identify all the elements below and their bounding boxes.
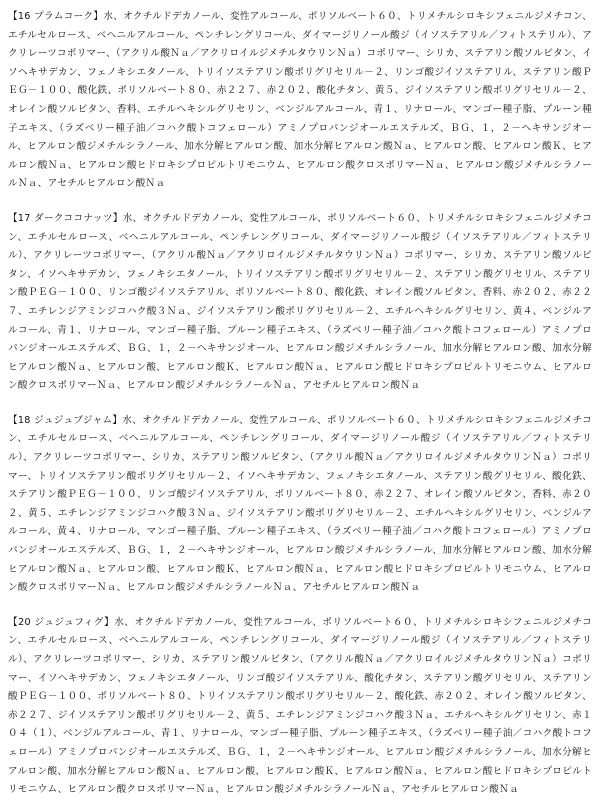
ingredient-block-20 <box>8 614 592 800</box>
ingredient-list: 水、オクチルドデカノール、変性アルコール、ポリソルベート６０、トリメチルシロキシフェニルジメチコン、エチルセルロース、ベヘニルアルコール、ペンチレングリコール、ダイマージリノール酸ジ（イソステアリル／フィトステリル）、アクリレーツコポリマー、シリカ、ステアリン酸ソルビタン、（アクリル酸Ｎａ／アクリロイルジメチルタウリンＮａ）コポリマー、トリイソステアリン酸ポリグリセリル－２、イソヘキサデカン、フェノキシエタノール、ステアリン酸グリセリル、酸化鉄、ステアリン酸ＰＥＧ－１００、リンゴ酸ジイソステアリル、ポリソルベート８０、赤２２７、オレイン酸ソルビタン、香料、赤２０２、黄５、エチレンジアミンジコハク酸３Ｎａ、ジイソステアリン酸ポリグリセリル－２、エチルヘキシルグリセリン、ベンジルアルコール、黄４、リナロール、マンゴー種子脂、プルーン種子エキス、（ラズベリー種子油／コハク酸トコフェロール）アミノプロパンジオールエステルズ、ＢＧ、１，２－ヘキサンジオール、ヒアルロン酸ジメチルシラノール、加水分解ヒアルロン酸、加水分解ヒアルロン酸Ｎａ、ヒアルロン酸、ヒアルロン酸Ｋ、ヒアルロン酸Ｎａ、ヒアルロン酸ヒドロキシプロピルトリモニウム、ヒアルロン酸クロスポリマーＮａ、ヒアルロン酸ジメチルシラノールＮａ、アセチルヒアルロン酸Ｎａ <box>8 414 592 594</box>
ingredient-list: 水、オクチルドデカノール、変性アルコール、ポリソルベート６０、トリメチルシロキシフェニルジメチコン、エチルセルロース、ベヘニルアルコール、ペンチレングリコール、ダイマージリノール酸ジ（イソステアリル／フィトステリル）、アクリレーツコポリマー、（アクリル酸Ｎａ／アクリロイルジメチルタウリンＮａ）コポリマー、シリカ、ステアリン酸ソルビタン、イソヘキサデカン、フェノキシエタノール、トリイソステアリン酸ポリグリセリル－２、ステアリン酸グリセリル、ステアリン酸ＰＥＧ－１００、リンゴ酸ジイソステアリル、ポリソルベート８０、酸化鉄、オレイン酸ソルビタン、香料、赤２０２、赤２２７、エチレンジアミンジコハク酸３Ｎａ、ジイソステアリン酸ポリグリセリル－２、エチルヘキシルグリセリン、黄４、ベンジルアルコール、青１、リナロール、マンゴー種子脂、プルーン種子エキス、（ラズベリー種子油／コハク酸トコフェロール）アミノプロパンジオールエステルズ、ＢＧ、１，２－ヘキサンジオール、ヒアルロン酸ジメチルシラノール、加水分解ヒアルロン酸、加水分解ヒアルロン酸Ｎａ、ヒアルロン酸、ヒアルロン酸Ｋ、ヒアルロン酸Ｎａ、ヒアルロン酸ヒドロキシプロピルトリモニウム、ヒアルロン酸クロスポリマーＮａ、ヒアルロン酸ジメチルシラノールＮａ、アセチルヒアルロン酸Ｎａ <box>8 212 592 392</box>
ingredient-list: 水、オクチルドデカノール、変性アルコール、ポリソルベート６０、トリメチルシロキシフェニルジメチコン、エチルセルロース、ベヘニルアルコール、ペンチレングリコール、ダイマージリノール酸ジ（イソステアリル／フィトステリル）、アクリレーツコポリマー、シリカ、ステアリン酸ソルビタン、（アクリル酸Ｎａ／アクリロイルジメチルタウリンＮａ）コポリマー、イソヘキサデカン、フェノキシエタノール、リンゴ酸ジイソステアリル、酸化チタン、ステアリン酸グリセリル、ステアリン酸ＰＥＧ－１００、ポリソルベート８０、トリイソステアリン酸ポリグリセリル－２、酸化鉄、赤２０２、オレイン酸ソルビタン、赤２２７、ジイソステアリン酸ポリグリセリル－２、黄５、エチレンジアミンジコハク酸３Ｎａ、エチルヘキシルグリセリン、赤１０４（１）、ベンジルアルコール、青１、リナロール、マンゴー種子脂、プルーン種子エキス、（ラズベリー種子油／コハク酸トコフェロール）アミノプロパンジオールエステルズ、ＢＧ、１，２－ヘキサンジオール、ヒアルロン酸ジメチルシラノール、加水分解ヒアルロン酸、加水分解ヒアルロン酸Ｎａ、ヒアルロン酸、ヒアルロン酸Ｋ、ヒアルロン酸Ｎａ、ヒアルロン酸ヒドロキシプロピルトリモニウム、ヒアルロン酸クロスポリマーＮａ、ヒアルロン酸ジメチルシラノールＮａ、アセチルヒアルロン酸Ｎａ <box>8 616 592 796</box>
ingredient-block-17 <box>8 210 592 396</box>
ingredient-block-18 <box>8 412 592 598</box>
shade-label: 【20 ジュジュフィグ】 <box>8 616 115 628</box>
shade-label: 【18 ジュジュブジャム】 <box>8 414 123 426</box>
shade-label: 【16 プラムコーク】 <box>8 11 104 22</box>
ingredients-document <box>8 8 592 796</box>
ingredient-list: 水、オクチルドデカノール、変性アルコール、ポリソルベート６０、トリメチルシロキシフェニルジメチコン、エチルセルロース、ベヘニルアルコール、ペンチレングリコール、ダイマージリノール酸ジ（イソステアリル／フィトステリル）、アクリレーツコポリマー、（アクリル酸Ｎａ／アクリロイルジメチルタウリンＮａ）コポリマー、シリカ、ステアリン酸ソルビタン、イソヘキサデカン、フェノキシエタノール、トリイソステアリン酸ポリグリセリル－２、リンゴ酸ジイソステアリル、ステアリン酸ＰＥＧ－１００、酸化鉄、ポリソルベート８０、赤２２７、赤２０２、酸化チタン、黄５、ジイソステアリン酸ポリグリセリル－２、オレイン酸ソルビタン、香料、エチルヘキシルグリセリン、ベンジルアルコール、青１、リナロール、マンゴー種子脂、プルーン種子エキス、（ラズベリー種子油／コハク酸トコフェロール）アミノプロパンジオールエステルズ、ＢＧ、１，２－ヘキサンジオール、ヒアルロン酸ジメチルシラノール、加水分解ヒアルロン酸、加水分解ヒアルロン酸Ｎａ、ヒアルロン酸、ヒアルロン酸Ｋ、ヒアルロン酸Ｎａ、ヒアルロン酸ヒドロキシプロピルトリモニウム、ヒアルロン酸クロスポリマーＮａ、ヒアルロン酸ジメチルシラノールＮａ、アセチルヒアルロン酸Ｎａ <box>8 11 592 190</box>
ingredient-block-16 <box>8 8 592 194</box>
shade-label: 【17 ダークココナッツ】 <box>8 212 123 224</box>
